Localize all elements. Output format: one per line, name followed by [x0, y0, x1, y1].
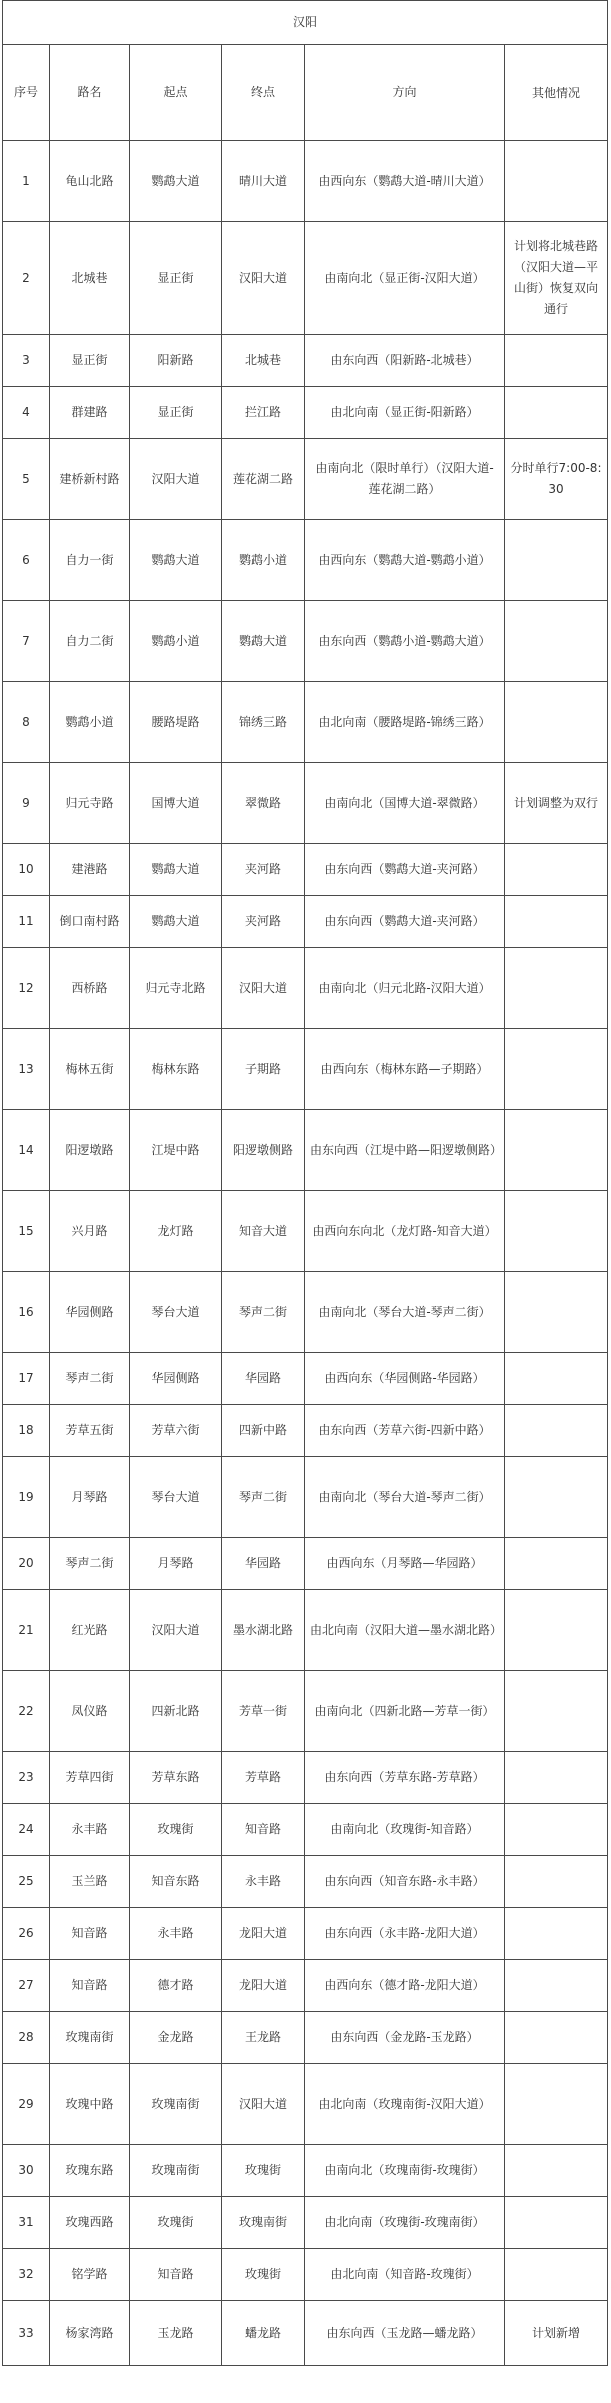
cell-end: 知音大道	[222, 1191, 305, 1272]
cell-start: 阳新路	[130, 335, 222, 387]
cell-road: 兴月路	[50, 1191, 130, 1272]
cell-end: 汉阳大道	[222, 948, 305, 1029]
cell-no: 24	[3, 1804, 50, 1856]
cell-other	[505, 1671, 608, 1752]
cell-other	[505, 2064, 608, 2145]
cell-start: 鹦鹉大道	[130, 896, 222, 948]
cell-direction: 由南向北（四新北路—芳草一街）	[305, 1671, 505, 1752]
cell-no: 5	[3, 439, 50, 520]
cell-other	[505, 1538, 608, 1590]
cell-end: 子期路	[222, 1029, 305, 1110]
cell-start: 汉阳大道	[130, 439, 222, 520]
cell-no: 32	[3, 2249, 50, 2301]
cell-start: 四新北路	[130, 1671, 222, 1752]
cell-start: 玫瑰街	[130, 1804, 222, 1856]
cell-end: 玫瑰街	[222, 2249, 305, 2301]
cell-direction: 由南向北（归元北路-汉阳大道）	[305, 948, 505, 1029]
header-row	[3, 45, 608, 141]
cell-no: 3	[3, 335, 50, 387]
table-row	[3, 1671, 608, 1752]
cell-start: 玫瑰南街	[130, 2064, 222, 2145]
cell-no: 4	[3, 387, 50, 439]
cell-start: 玫瑰街	[130, 2197, 222, 2249]
cell-road: 月琴路	[50, 1457, 130, 1538]
cell-start: 知音路	[130, 2249, 222, 2301]
cell-direction: 由西向东（月琴路—华园路）	[305, 1538, 505, 1590]
cell-no: 25	[3, 1856, 50, 1908]
cell-direction: 由南向北（玫瑰街-知音路）	[305, 1804, 505, 1856]
cell-other	[505, 948, 608, 1029]
cell-road: 玫瑰南街	[50, 2012, 130, 2064]
table-row	[3, 335, 608, 387]
cell-no: 18	[3, 1405, 50, 1457]
cell-direction: 由南向北（玫瑰南街-玫瑰街）	[305, 2145, 505, 2197]
cell-other	[505, 335, 608, 387]
cell-other	[505, 1029, 608, 1110]
cell-road: 琴声二街	[50, 1538, 130, 1590]
cell-start: 鹦鹉大道	[130, 520, 222, 601]
cell-road: 北城巷	[50, 222, 130, 335]
cell-road: 阳逻墩路	[50, 1110, 130, 1191]
cell-direction: 由东向西（芳草东路-芳草路）	[305, 1752, 505, 1804]
cell-direction: 由东向西（玉龙路—蟠龙路）	[305, 2301, 505, 2366]
cell-start: 显正街	[130, 222, 222, 335]
cell-end: 汉阳大道	[222, 2064, 305, 2145]
cell-no: 14	[3, 1110, 50, 1191]
cell-direction: 由南向北（国博大道-翠微路）	[305, 763, 505, 844]
cell-end: 华园路	[222, 1353, 305, 1405]
table-row	[3, 387, 608, 439]
cell-no: 6	[3, 520, 50, 601]
cell-start: 显正街	[130, 387, 222, 439]
cell-end: 汉阳大道	[222, 222, 305, 335]
table-row	[3, 763, 608, 844]
cell-other	[505, 896, 608, 948]
cell-end: 夹河路	[222, 896, 305, 948]
cell-direction: 由北向南（知音路-玫瑰街）	[305, 2249, 505, 2301]
header-direction: 方向	[305, 45, 505, 141]
cell-road: 自力二街	[50, 601, 130, 682]
table-row	[3, 896, 608, 948]
cell-other	[505, 1752, 608, 1804]
cell-end: 拦江路	[222, 387, 305, 439]
table-row	[3, 844, 608, 896]
cell-end: 芳草路	[222, 1752, 305, 1804]
cell-end: 玫瑰街	[222, 2145, 305, 2197]
cell-end: 翠微路	[222, 763, 305, 844]
cell-direction: 由东向西（芳草六街-四新中路）	[305, 1405, 505, 1457]
cell-end: 四新中路	[222, 1405, 305, 1457]
cell-other: 计划新增	[505, 2301, 608, 2366]
table-row	[3, 1110, 608, 1191]
table-row	[3, 2249, 608, 2301]
cell-no: 19	[3, 1457, 50, 1538]
cell-direction: 由北向南（玫瑰南街-汉阳大道）	[305, 2064, 505, 2145]
cell-no: 13	[3, 1029, 50, 1110]
cell-road: 建港路	[50, 844, 130, 896]
cell-road: 群建路	[50, 387, 130, 439]
table-row	[3, 520, 608, 601]
cell-road: 显正街	[50, 335, 130, 387]
table-row	[3, 439, 608, 520]
cell-other	[505, 141, 608, 222]
cell-road: 玫瑰中路	[50, 2064, 130, 2145]
table-row	[3, 2301, 608, 2366]
cell-no: 10	[3, 844, 50, 896]
cell-start: 江堤中路	[130, 1110, 222, 1191]
cell-road: 自力一街	[50, 520, 130, 601]
table-row	[3, 2064, 608, 2145]
cell-road: 建桥新村路	[50, 439, 130, 520]
cell-no: 2	[3, 222, 50, 335]
cell-direction: 由东向西（鹦鹉大道-夹河路）	[305, 844, 505, 896]
cell-other	[505, 2012, 608, 2064]
cell-end: 晴川大道	[222, 141, 305, 222]
cell-road: 鹦鹉小道	[50, 682, 130, 763]
header-road: 路名	[50, 45, 130, 141]
cell-end: 莲花湖二路	[222, 439, 305, 520]
cell-other	[505, 844, 608, 896]
cell-direction: 由西向东（梅林东路—子期路）	[305, 1029, 505, 1110]
cell-direction: 由西向东（鹦鹉大道-晴川大道）	[305, 141, 505, 222]
table-row	[3, 1752, 608, 1804]
cell-direction: 由西向东（德才路-龙阳大道）	[305, 1960, 505, 2012]
cell-end: 王龙路	[222, 2012, 305, 2064]
header-other: 其他情况	[505, 45, 608, 141]
cell-end: 玫瑰南街	[222, 2197, 305, 2249]
cell-other	[505, 2145, 608, 2197]
table-row	[3, 2197, 608, 2249]
cell-road: 琴声二街	[50, 1353, 130, 1405]
cell-start: 腰路堤路	[130, 682, 222, 763]
cell-road: 杨家湾路	[50, 2301, 130, 2366]
cell-other	[505, 601, 608, 682]
cell-direction: 由西向东向北（龙灯路-知音大道）	[305, 1191, 505, 1272]
cell-no: 28	[3, 2012, 50, 2064]
table-row	[3, 2012, 608, 2064]
cell-start: 国博大道	[130, 763, 222, 844]
cell-direction: 由东向西（知音东路-永丰路）	[305, 1856, 505, 1908]
cell-start: 鹦鹉大道	[130, 844, 222, 896]
table-row	[3, 1538, 608, 1590]
cell-end: 芳草一街	[222, 1671, 305, 1752]
cell-direction: 由东向西（鹦鹉小道-鹦鹉大道）	[305, 601, 505, 682]
cell-start: 玫瑰南街	[130, 2145, 222, 2197]
cell-end: 永丰路	[222, 1856, 305, 1908]
table-row	[3, 222, 608, 335]
cell-other	[505, 1457, 608, 1538]
cell-no: 1	[3, 141, 50, 222]
title-row	[3, 1, 608, 45]
cell-end: 夹河路	[222, 844, 305, 896]
cell-no: 23	[3, 1752, 50, 1804]
cell-end: 琴声二街	[222, 1272, 305, 1353]
cell-road: 凤仪路	[50, 1671, 130, 1752]
cell-direction: 由北向南（显正街-阳新路）	[305, 387, 505, 439]
cell-end: 鹦鹉小道	[222, 520, 305, 601]
table-row	[3, 141, 608, 222]
cell-start: 芳草六街	[130, 1405, 222, 1457]
table-row	[3, 948, 608, 1029]
one-way-roads-table	[2, 0, 608, 2366]
cell-start: 华园侧路	[130, 1353, 222, 1405]
table-row	[3, 1353, 608, 1405]
cell-end: 墨水湖北路	[222, 1590, 305, 1671]
cell-other	[505, 1405, 608, 1457]
table-title: 汉阳	[3, 1, 608, 45]
cell-start: 玉龙路	[130, 2301, 222, 2366]
cell-no: 27	[3, 1960, 50, 2012]
cell-direction: 由南向北（琴台大道-琴声二街）	[305, 1457, 505, 1538]
cell-end: 阳逻墩侧路	[222, 1110, 305, 1191]
cell-other: 计划调整为双行	[505, 763, 608, 844]
cell-start: 知音东路	[130, 1856, 222, 1908]
cell-no: 21	[3, 1590, 50, 1671]
header-no: 序号	[3, 45, 50, 141]
cell-start: 德才路	[130, 1960, 222, 2012]
table-row	[3, 1272, 608, 1353]
cell-no: 17	[3, 1353, 50, 1405]
cell-direction: 由西向东（华园侧路-华园路）	[305, 1353, 505, 1405]
cell-other: 分时单行7:00-8:30	[505, 439, 608, 520]
table-row	[3, 1191, 608, 1272]
cell-other	[505, 1908, 608, 1960]
cell-start: 琴台大道	[130, 1457, 222, 1538]
cell-direction: 由南向北（显正街-汉阳大道）	[305, 222, 505, 335]
cell-end: 锦绣三路	[222, 682, 305, 763]
cell-road: 知音路	[50, 1960, 130, 2012]
cell-no: 11	[3, 896, 50, 948]
cell-no: 22	[3, 1671, 50, 1752]
cell-start: 金龙路	[130, 2012, 222, 2064]
cell-other	[505, 1804, 608, 1856]
cell-no: 16	[3, 1272, 50, 1353]
table-row	[3, 1590, 608, 1671]
cell-road: 归元寺路	[50, 763, 130, 844]
cell-other	[505, 2197, 608, 2249]
cell-road: 倒口南村路	[50, 896, 130, 948]
cell-no: 30	[3, 2145, 50, 2197]
cell-direction: 由南向北（琴台大道-琴声二街）	[305, 1272, 505, 1353]
cell-start: 琴台大道	[130, 1272, 222, 1353]
cell-other	[505, 1590, 608, 1671]
cell-start: 龙灯路	[130, 1191, 222, 1272]
table-row	[3, 2145, 608, 2197]
cell-end: 琴声二街	[222, 1457, 305, 1538]
cell-road: 玉兰路	[50, 1856, 130, 1908]
cell-start: 芳草东路	[130, 1752, 222, 1804]
cell-road: 红光路	[50, 1590, 130, 1671]
table-row	[3, 1960, 608, 2012]
cell-no: 33	[3, 2301, 50, 2366]
table-row	[3, 1029, 608, 1110]
cell-direction: 由南向北（限时单行）（汉阳大道-莲花湖二路）	[305, 439, 505, 520]
cell-road: 芳草四街	[50, 1752, 130, 1804]
cell-direction: 由东向西（金龙路-玉龙路）	[305, 2012, 505, 2064]
cell-start: 汉阳大道	[130, 1590, 222, 1671]
cell-direction: 由东向西（阳新路-北城巷）	[305, 335, 505, 387]
cell-no: 20	[3, 1538, 50, 1590]
cell-end: 北城巷	[222, 335, 305, 387]
cell-end: 鹦鹉大道	[222, 601, 305, 682]
cell-start: 梅林东路	[130, 1029, 222, 1110]
cell-end: 知音路	[222, 1804, 305, 1856]
cell-end: 龙阳大道	[222, 1908, 305, 1960]
cell-road: 华园侧路	[50, 1272, 130, 1353]
cell-other	[505, 387, 608, 439]
cell-road: 永丰路	[50, 1804, 130, 1856]
cell-other	[505, 2249, 608, 2301]
cell-direction: 由西向东（鹦鹉大道-鹦鹉小道）	[305, 520, 505, 601]
table-row	[3, 1856, 608, 1908]
cell-other	[505, 1353, 608, 1405]
header-end: 终点	[222, 45, 305, 141]
cell-no: 8	[3, 682, 50, 763]
table-row	[3, 1804, 608, 1856]
cell-start: 归元寺北路	[130, 948, 222, 1029]
cell-direction: 由东向西（江堤中路—阳逻墩侧路）	[305, 1110, 505, 1191]
table-row	[3, 682, 608, 763]
cell-road: 龟山北路	[50, 141, 130, 222]
cell-road: 梅林五街	[50, 1029, 130, 1110]
cell-other	[505, 1191, 608, 1272]
cell-no: 15	[3, 1191, 50, 1272]
cell-other	[505, 1960, 608, 2012]
header-start: 起点	[130, 45, 222, 141]
cell-other	[505, 520, 608, 601]
cell-direction: 由北向南（玫瑰街-玫瑰南街）	[305, 2197, 505, 2249]
cell-road: 玫瑰东路	[50, 2145, 130, 2197]
cell-start: 月琴路	[130, 1538, 222, 1590]
cell-no: 7	[3, 601, 50, 682]
cell-road: 铭学路	[50, 2249, 130, 2301]
table-row	[3, 1405, 608, 1457]
cell-other	[505, 682, 608, 763]
cell-road: 西桥路	[50, 948, 130, 1029]
cell-direction: 由东向西（永丰路-龙阳大道）	[305, 1908, 505, 1960]
cell-direction: 由东向西（鹦鹉大道-夹河路）	[305, 896, 505, 948]
cell-no: 31	[3, 2197, 50, 2249]
cell-no: 29	[3, 2064, 50, 2145]
table-row	[3, 601, 608, 682]
cell-no: 9	[3, 763, 50, 844]
table-row	[3, 1908, 608, 1960]
cell-start: 鹦鹉小道	[130, 601, 222, 682]
cell-road: 芳草五街	[50, 1405, 130, 1457]
cell-direction: 由北向南（腰路堤路-锦绣三路）	[305, 682, 505, 763]
cell-start: 永丰路	[130, 1908, 222, 1960]
cell-other: 计划将北城巷路（汉阳大道—平山街）恢复双向通行	[505, 222, 608, 335]
cell-end: 蟠龙路	[222, 2301, 305, 2366]
cell-end: 华园路	[222, 1538, 305, 1590]
cell-no: 12	[3, 948, 50, 1029]
cell-end: 龙阳大道	[222, 1960, 305, 2012]
cell-road: 知音路	[50, 1908, 130, 1960]
cell-road: 玫瑰西路	[50, 2197, 130, 2249]
cell-direction: 由北向南（汉阳大道—墨水湖北路）	[305, 1590, 505, 1671]
cell-other	[505, 1110, 608, 1191]
cell-other	[505, 1856, 608, 1908]
cell-no: 26	[3, 1908, 50, 1960]
cell-start: 鹦鹉大道	[130, 141, 222, 222]
cell-other	[505, 1272, 608, 1353]
table-row	[3, 1457, 608, 1538]
